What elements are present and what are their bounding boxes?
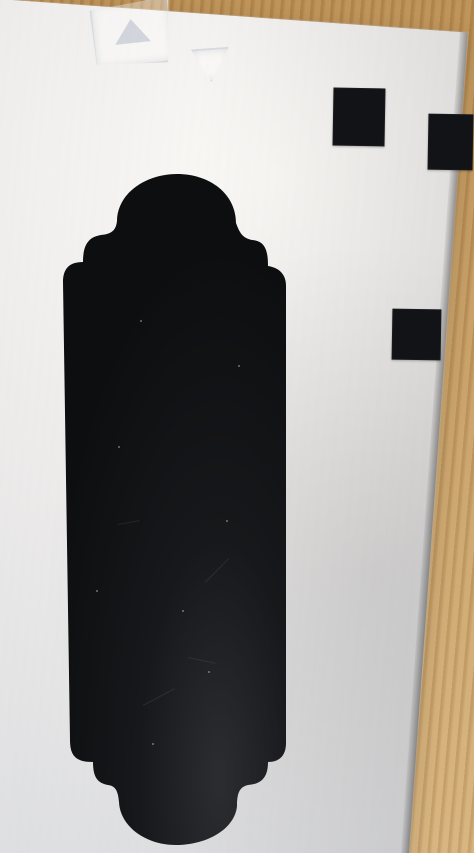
black-square-top-right xyxy=(428,114,474,171)
texture-speck xyxy=(96,590,98,592)
texture-speck xyxy=(152,743,154,745)
black-silhouette-path xyxy=(63,174,286,845)
texture-speck xyxy=(182,610,184,612)
texture-speck xyxy=(140,320,142,322)
texture-speck xyxy=(208,671,210,673)
black-silhouette xyxy=(59,174,294,845)
texture-speck xyxy=(118,446,120,448)
triangle-icon xyxy=(113,17,151,45)
embossed-triangle-large xyxy=(89,0,175,70)
texture-speck xyxy=(238,365,240,367)
black-square-middle xyxy=(392,309,442,361)
texture-speck xyxy=(226,520,228,522)
black-square-top-left xyxy=(332,88,385,147)
silhouette-svg xyxy=(59,174,294,845)
